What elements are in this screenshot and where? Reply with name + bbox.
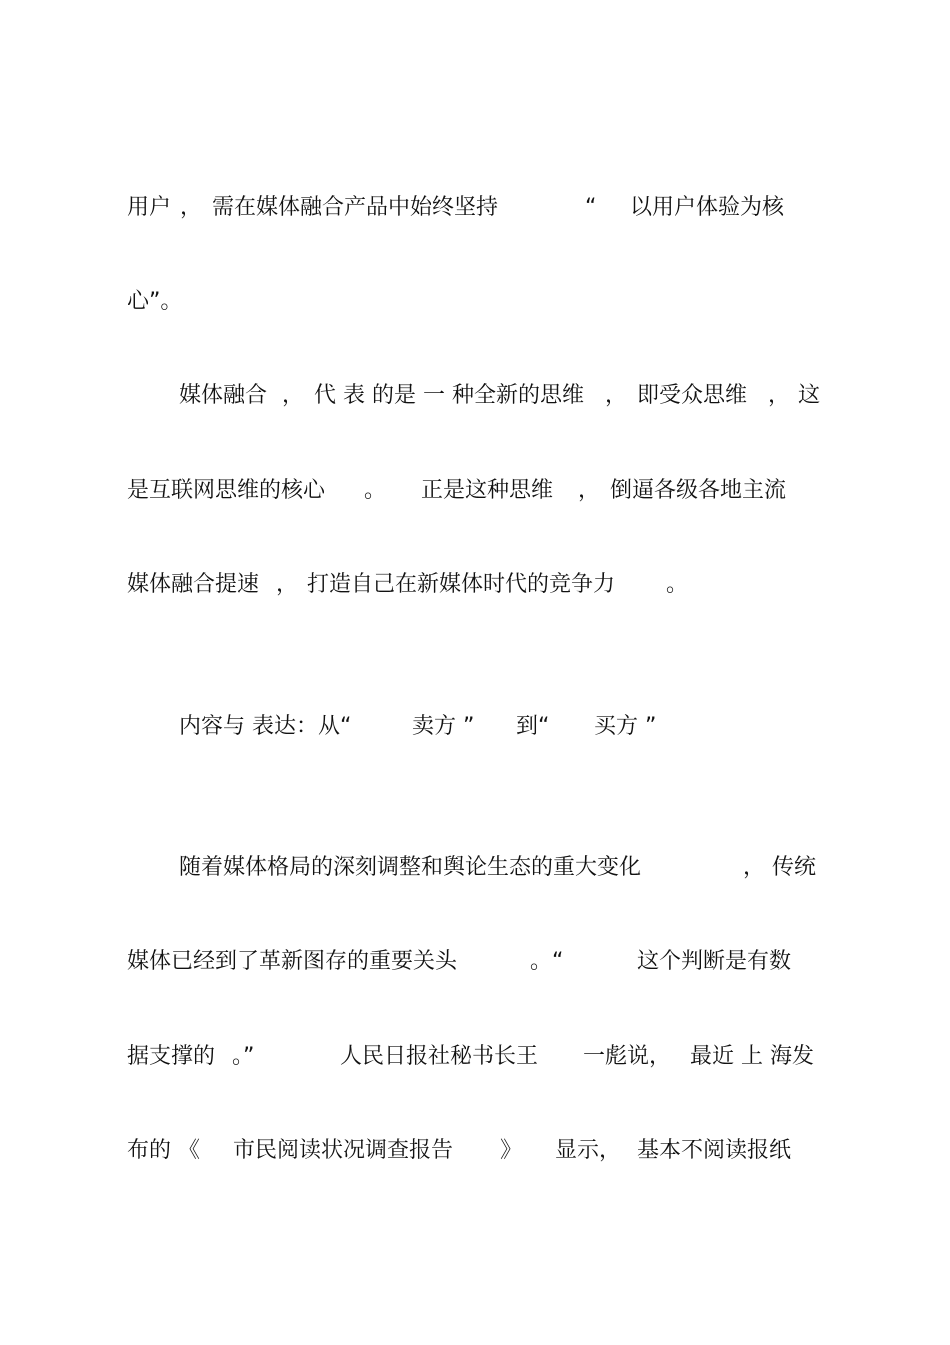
text-line xyxy=(0,282,950,322)
text-line xyxy=(0,1131,950,1171)
text-segment: “ xyxy=(585,195,597,220)
heading-segment: 买方 ” xyxy=(594,714,657,739)
text-segment: 一彪说， xyxy=(583,1044,672,1069)
heading-segment: 到“ xyxy=(516,714,550,739)
text-segment: 。 xyxy=(666,572,689,597)
text-segment: 媒体已经到了革新图存的重要关头 xyxy=(127,949,458,974)
heading-segment: 卖方 ” xyxy=(412,714,475,739)
text-segment: 即受众思维 xyxy=(637,383,748,408)
text-segment: 据支撑的 xyxy=(127,1044,216,1069)
text-segment: 。 xyxy=(364,478,387,503)
section-heading xyxy=(0,707,950,747)
text-segment: ， xyxy=(578,478,601,503)
text-segment: 》 xyxy=(500,1138,523,1163)
text-segment: 需在媒体融合产品中始终坚持 xyxy=(212,195,499,220)
text-segment: ， xyxy=(282,383,305,408)
heading-segment: 内容与 表达：从“ xyxy=(179,714,352,739)
text-segment: 以用户体验为核 xyxy=(630,195,785,220)
text-segment: 打造自己在新媒体时代的竞争力 xyxy=(307,572,616,597)
text-segment: 媒体融合 xyxy=(179,383,268,408)
text-segment: 心”。 xyxy=(127,289,183,314)
text-segment: 是互联网思维的核心 xyxy=(127,478,326,503)
text-segment: 。“ xyxy=(530,949,564,974)
text-segment: 这个判断是有数 xyxy=(637,949,792,974)
text-segment: ， xyxy=(743,855,766,880)
text-segment: 基本不阅读报纸 xyxy=(637,1138,792,1163)
text-line xyxy=(0,471,950,511)
text-line xyxy=(0,376,950,416)
text-segment: 正是这种思维 xyxy=(421,478,554,503)
text-segment: 用户 xyxy=(127,195,172,220)
text-line xyxy=(0,942,950,982)
text-line xyxy=(0,1037,950,1077)
text-segment: 这 xyxy=(798,383,821,408)
text-line xyxy=(0,848,950,888)
text-segment: ， xyxy=(180,195,203,220)
text-segment: 媒体融合提速 xyxy=(127,572,260,597)
text-segment: ， xyxy=(276,572,299,597)
text-segment: 倒逼各级各地主流 xyxy=(610,478,787,503)
text-line xyxy=(0,565,950,605)
text-segment: 传统 xyxy=(772,855,817,880)
text-segment: 代 表 的是 一 种全新的思维 xyxy=(314,383,584,408)
text-segment: 布的 《 xyxy=(127,1138,200,1163)
text-line xyxy=(0,188,950,228)
text-segment: 。” xyxy=(232,1044,255,1069)
text-segment: 显示， xyxy=(555,1138,622,1163)
text-segment: ， xyxy=(768,383,791,408)
text-segment: 最近 上 海发 xyxy=(690,1044,814,1069)
text-segment: ， xyxy=(605,383,628,408)
text-segment: 市民阅读状况调查报告 xyxy=(233,1138,454,1163)
text-segment: 人民日报社秘书长王 xyxy=(340,1044,539,1069)
text-segment: 随着媒体格局的深刻调整和舆论生态的重大变化 xyxy=(179,855,642,880)
